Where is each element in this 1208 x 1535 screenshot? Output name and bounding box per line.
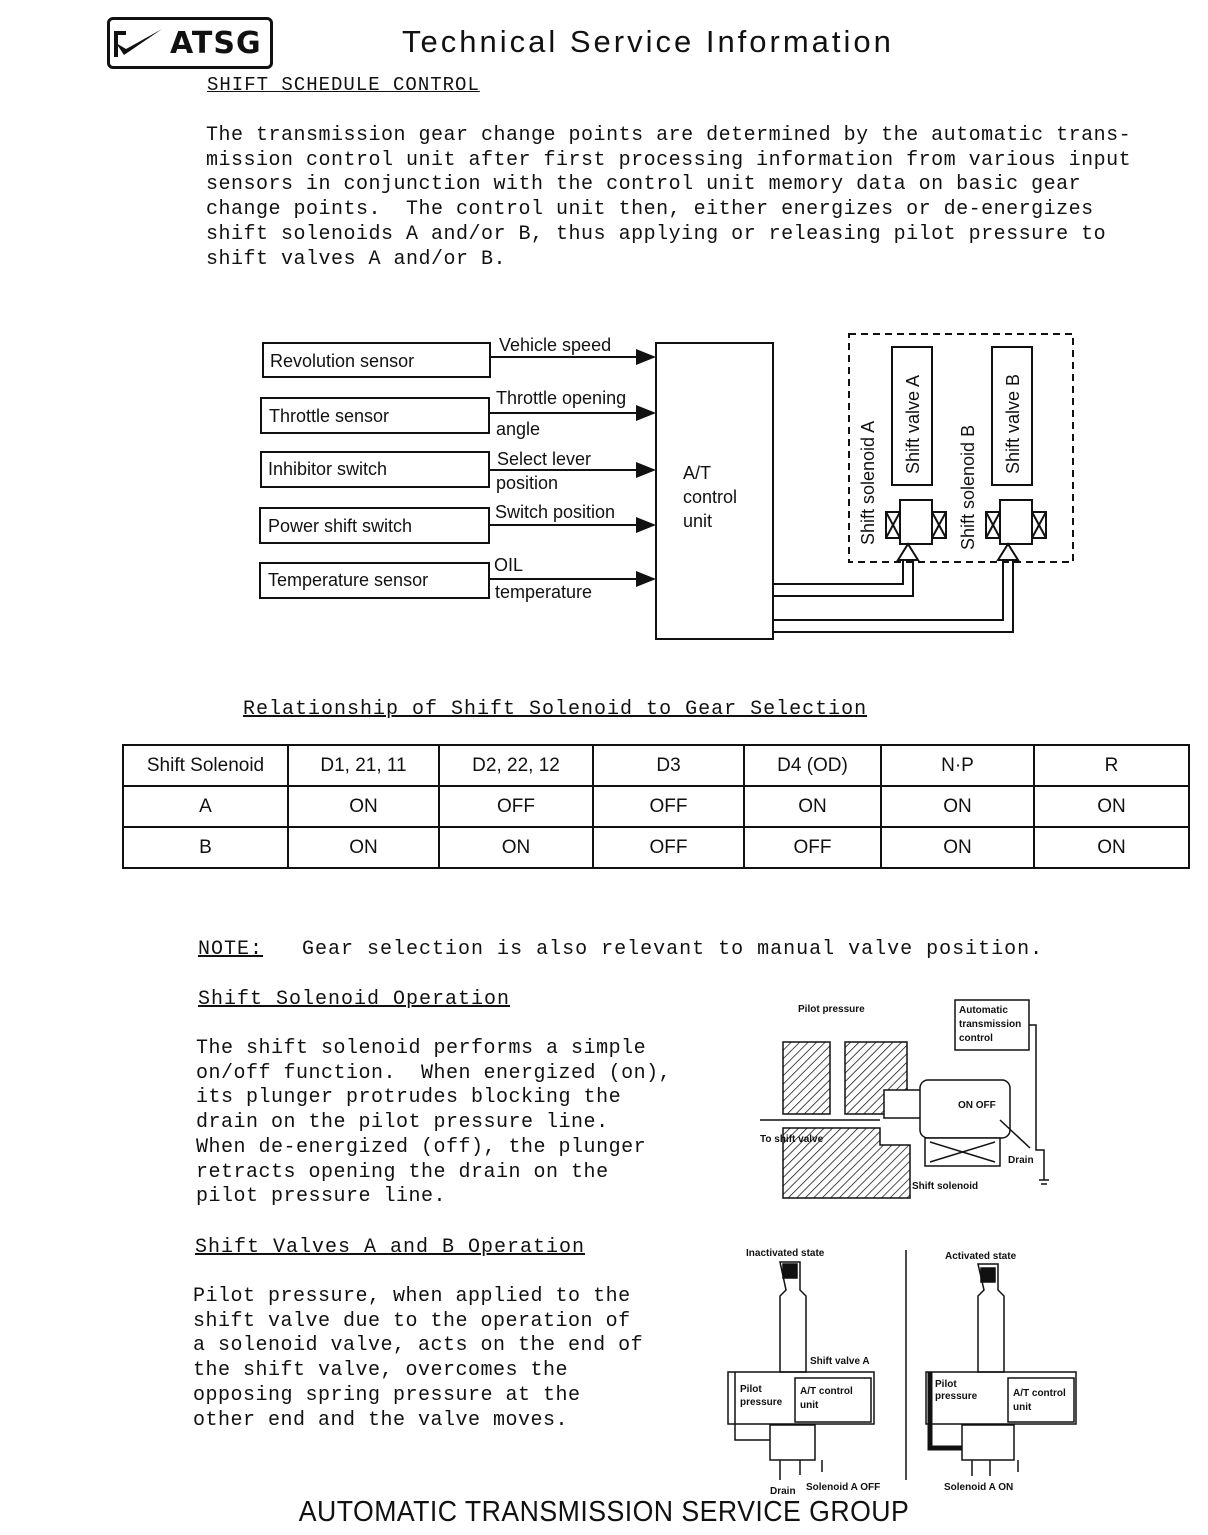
shift-schedule-paragraph: The transmission gear change points are determined by the automatic trans- mission control unit after first processing information from various input sensors in conjunction with the control unit memory data on basic gear change points. The control unit then, either energizes or de-energizes shift solenoids A and/or B, thus applying or releasing pilot pressure to shift valves A and/or B. (206, 124, 1132, 271)
table-cell: ON (439, 827, 593, 868)
shift-solenoid-figure (755, 995, 1055, 1200)
sensor-label: Inhibitor switch (268, 459, 388, 479)
note (198, 938, 1043, 961)
signal-label: OIL (494, 555, 524, 575)
fig-label: Activated state (945, 1251, 1017, 1262)
table-cell: ON (881, 827, 1034, 868)
table-header-cell: R (1034, 745, 1189, 786)
table-cell: OFF (439, 786, 593, 827)
valves-operation-paragraph: Pilot pressure, when applied to the shift valve due to the operation of a solenoid valve, acts on the end of the shift valve, overcomes the opposing spring pressure at the other end and the valve moves. (193, 1285, 644, 1432)
shift-solenoid-b-label: Shift solenoid B (958, 424, 978, 550)
table-header-cell: N·P (881, 745, 1034, 786)
shift-valve-b-label: Shift valve B (1003, 373, 1023, 474)
logo-arrow-icon (110, 23, 166, 63)
fig-label: Automatic (959, 1005, 1008, 1016)
control-unit-label: control (683, 487, 738, 507)
table-row (123, 786, 1189, 827)
table-cell: OFF (593, 786, 744, 827)
signal-label: temperature (495, 582, 593, 602)
fig-label: ON OFF (958, 1100, 996, 1111)
fig-label: pressure (740, 1397, 783, 1408)
shift-valve-a-label: Shift valve A (903, 374, 923, 474)
sensor-label: Temperature sensor (268, 570, 429, 590)
footer: AUTOMATIC TRANSMISSION SERVICE GROUP (298, 1496, 910, 1528)
table-cell: ON (744, 786, 881, 827)
control-unit-label: unit (683, 511, 713, 531)
table-header-cell: Shift Solenoid (123, 745, 288, 786)
table-header-cell: D4 (OD) (744, 745, 881, 786)
fig-label: Inactivated state (746, 1248, 825, 1259)
signal-label: Throttle opening (496, 388, 627, 408)
fig-label: control (959, 1033, 993, 1044)
table-title: Relationship of Shift Solenoid to Gear Selection (243, 698, 868, 721)
table-cell: ON (288, 827, 439, 868)
table-cell: B (123, 827, 288, 868)
signal-label: Switch position (495, 502, 616, 522)
table-cell: ON (288, 786, 439, 827)
table-cell: ON (1034, 827, 1189, 868)
fig-label: transmission (959, 1019, 1022, 1030)
table-header-row (123, 745, 1189, 786)
fig-label: A/T control (1013, 1388, 1066, 1399)
fig-label: Drain (1008, 1155, 1034, 1166)
fig-label: A/T control (800, 1386, 853, 1397)
fig-label: Drain (770, 1486, 796, 1497)
solenoid-operation-heading: Shift Solenoid Operation (198, 988, 511, 1011)
fig-label: pressure (935, 1391, 978, 1402)
fig-label: Pilot pressure (798, 1004, 865, 1015)
shift-valves-figure (720, 1242, 1090, 1497)
table-cell: ON (1034, 786, 1189, 827)
table-header-cell: D3 (593, 745, 744, 786)
fig-label: unit (800, 1400, 819, 1411)
page-title: Technical Service Information (402, 24, 894, 59)
shift-solenoid-a-label: Shift solenoid A (858, 420, 878, 545)
logo-text: ATSG (170, 25, 262, 61)
valves-operation-heading: Shift Valves A and B Operation (195, 1236, 586, 1259)
fig-label: Shift solenoid (912, 1181, 979, 1192)
signal-label: position (496, 473, 559, 493)
section-heading-shift-schedule: SHIFT SCHEDULE CONTROL (207, 74, 480, 96)
signal-label: Select lever (497, 449, 592, 469)
atsg-logo (107, 17, 273, 69)
fig-label: Solenoid A OFF (806, 1482, 881, 1493)
fig-label: unit (1013, 1402, 1032, 1413)
table-cell: OFF (744, 827, 881, 868)
gear-selection-table (122, 744, 1190, 869)
fig-label: To shift valve (760, 1134, 824, 1145)
signal-label: Vehicle speed (499, 335, 612, 355)
table-header-cell: D2, 22, 12 (439, 745, 593, 786)
note-text: Gear selection is also relevant to manual valve position. (302, 938, 1044, 961)
shift-control-block-diagram (240, 320, 1090, 650)
table-cell: OFF (593, 827, 744, 868)
solenoid-operation-paragraph: The shift solenoid performs a simple on/off function. When energized (on), its plunger protrudes blocking the drain on the pilot pressure line. When de-energized (off), the plunger retracts opening the drain on the pilot pressure line. (196, 1037, 672, 1209)
fig-label: Shift valve A (810, 1356, 870, 1367)
sensor-label: Power shift switch (268, 516, 413, 536)
table-header-cell: D1, 21, 11 (288, 745, 439, 786)
fig-label: Pilot (935, 1379, 957, 1390)
fig-label: Solenoid A ON (944, 1482, 1014, 1493)
fig-label: Pilot (740, 1384, 762, 1395)
table-cell: A (123, 786, 288, 827)
table-cell: ON (881, 786, 1034, 827)
sensor-label: Throttle sensor (269, 406, 390, 426)
sensor-label: Revolution sensor (270, 351, 415, 371)
control-unit-label: A/T (683, 463, 712, 483)
note-label: NOTE: (198, 938, 264, 961)
table-row (123, 827, 1189, 868)
signal-label: angle (496, 419, 541, 439)
